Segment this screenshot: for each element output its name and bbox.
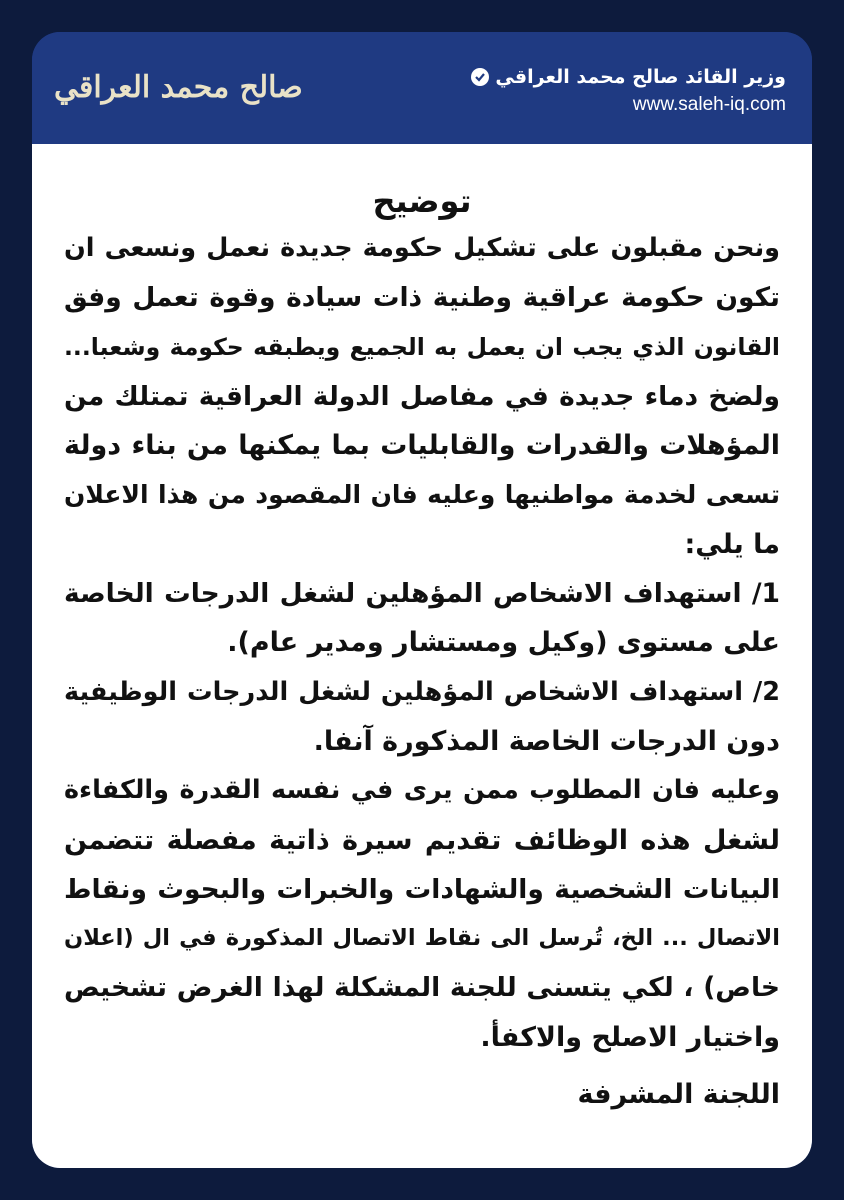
text-line: خاص) ، لكي يتسنى للجنة المشكلة لهذا الغرض تشخيص	[64, 972, 780, 1004]
text-line: واختيار الاصلح والاكفأ.	[480, 1021, 780, 1053]
page-title: توضيح	[372, 182, 472, 220]
document-panel	[32, 144, 812, 1168]
logo-text: صالح محمد العراقي	[54, 69, 303, 105]
document-frame	[32, 32, 812, 1168]
text-line: تكون حكومة عراقية وطنية ذات سيادة وقوة تعمل وفق	[64, 282, 780, 314]
website-url: www.saleh-iq.com	[632, 94, 786, 115]
header-bar	[32, 32, 812, 144]
text-line: المؤهلات والقدرات والقابليات بما يمكنها من بناء دولة	[64, 430, 780, 462]
text-line: ونحن مقبلون على تشكيل حكومة جديدة نعمل ونسعى ان	[64, 233, 780, 263]
signature: اللجنة المشرفة	[577, 1079, 780, 1110]
text-line: 2/ استهداف الاشخاص المؤهلين لشغل الدرجات الوظيفية	[64, 676, 780, 707]
text-line: 1/ استهداف الاشخاص المؤهلين لشغل الدرجات الخاصة	[64, 578, 780, 610]
document-body	[64, 224, 780, 1062]
text-line: وعليه فان المطلوب ممن يرى في نفسه القدرة والكفاءة	[64, 775, 780, 806]
text-line: تسعى لخدمة مواطنيها وعليه فان المقصود من هذا الاعلان	[64, 480, 780, 510]
verified-badge-icon	[471, 68, 489, 86]
text-line: القانون الذي يجب ان يعمل به الجميع ويطبقه حكومة وشعبا...	[64, 332, 780, 361]
text-line: لشغل هذه الوظائف تقديم سيرة ذاتية مفصلة تتضمن	[64, 824, 780, 856]
logo	[54, 52, 324, 122]
text-line: البيانات الشخصية والشهادات والخبرات والبحوث ونقاط	[64, 873, 780, 905]
text-line: ما يلي:	[684, 528, 780, 560]
account-title	[471, 66, 786, 88]
text-line: ولضخ دماء جديدة في مفاصل الدولة العراقية تمتلك من	[64, 380, 780, 412]
text-line: على مستوى (وكيل ومستشار ومدير عام).	[227, 627, 780, 659]
text-line: الاتصال ... الخ، تُرسل الى نقاط الاتصال المذكورة في ال (اعلان	[64, 925, 780, 952]
account-name: وزير القائد صالح محمد العراقي	[495, 66, 786, 88]
text-line: دون الدرجات الخاصة المذكورة آنفا.	[313, 725, 780, 757]
